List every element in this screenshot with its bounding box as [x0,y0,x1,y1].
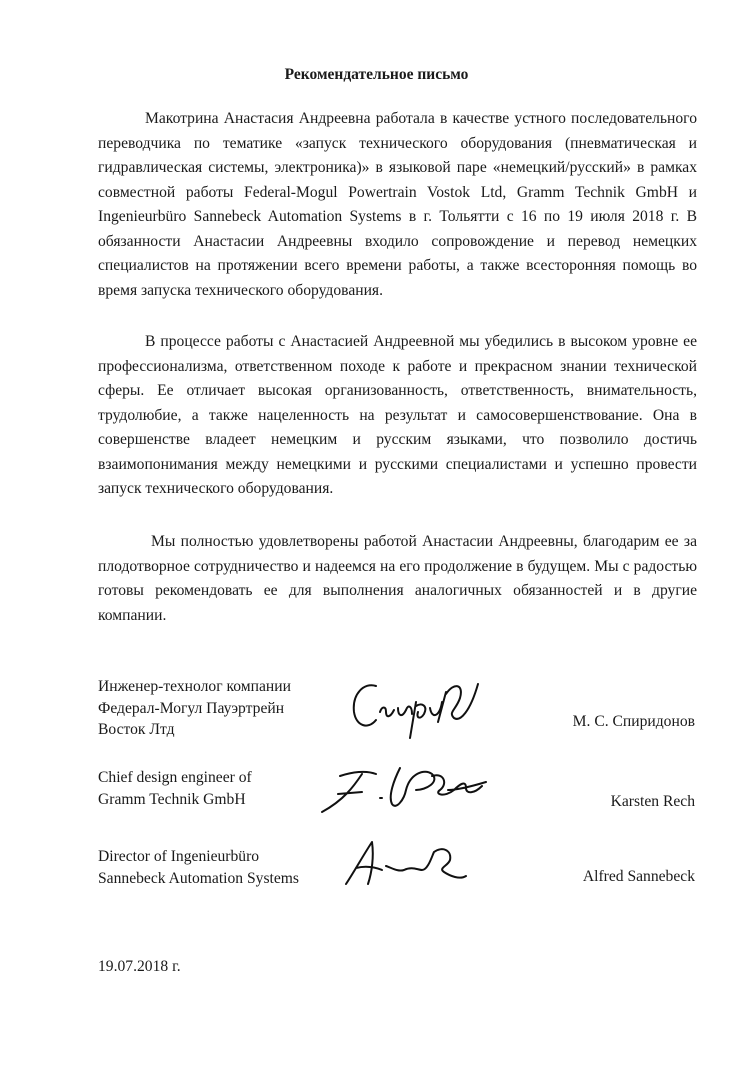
position-line: Инженер-технолог компании [98,678,291,695]
signatory-1-position [98,676,291,741]
signatory-2-position [98,767,252,810]
position-line: Федерал-Могул Пауэртрейн [98,699,285,717]
signature-2-image [316,760,496,820]
signatory-2-name: Karsten Rech [610,793,695,810]
position-line: Sannebeck Automation Systems [98,869,299,887]
position-line: Восток Лтд [98,721,175,738]
signatory-1-name: М. С. Спиридонов [572,713,695,730]
paragraph-1: Макотрина Анастасия Андреевна работала в качестве устного последовательного переводчика по тематике «запуск технического оборудования (пневматическая и гидравлическая системы, электроника)» в языковой паре «немецкий/русский» в рамках совместной работы Federal-Mogul Powertrain Vostok Ltd, Gramm Technik GmbH и Ingenieurbüro Sannebeck Automation Systems в г. Тольятти с 16 по 19 июля 2018 г. В обязанности Анастасии Андреевны входило сопровождение и перевод немецких специалистов на протяжении всего времени работы, а также всесторонняя помощь во время запуска технического оборудования. [98,110,697,299]
letter-date: 19.07.2018 г. [98,958,181,975]
position-line: Director of Ingenieurbüro [98,848,260,865]
paragraph-2: В процессе работы с Анастасией Андреевной мы убедились в высоком уровне ее профессионализма, ответственном походе к работе и прекрасном знании технической сферы. Ее отличает высокая организованность, ответственность, внимательность, трудолюбие, а также нацеленность на результат и самосовершенствование. Она в совершенстве владеет немецким и русским языками, что позволило достичь взаимопонимания между немецкими и русскими специалистами и успешно провести запуск технического оборудования. [98,333,697,497]
position-line: Gramm Technik GmbH [98,790,246,808]
signatory-3-position [98,846,299,889]
signatory-3-name: Alfred Sannebeck [582,868,695,885]
signature-1-image [346,672,486,744]
position-line: Chief design engineer of [98,769,252,786]
paragraph-3: Мы полностью удовлетворены работой Анастасии Андреевны, благодарим ее за плодотворное сотрудничество и надеемся на его продолжение в будущем. Мы с радостью готовы рекомендовать ее для выполнения аналогичных обязанностей и в другие компании. [98,533,697,624]
signature-3-image [338,836,478,892]
letter-title: Рекомендательное письмо [284,66,469,83]
